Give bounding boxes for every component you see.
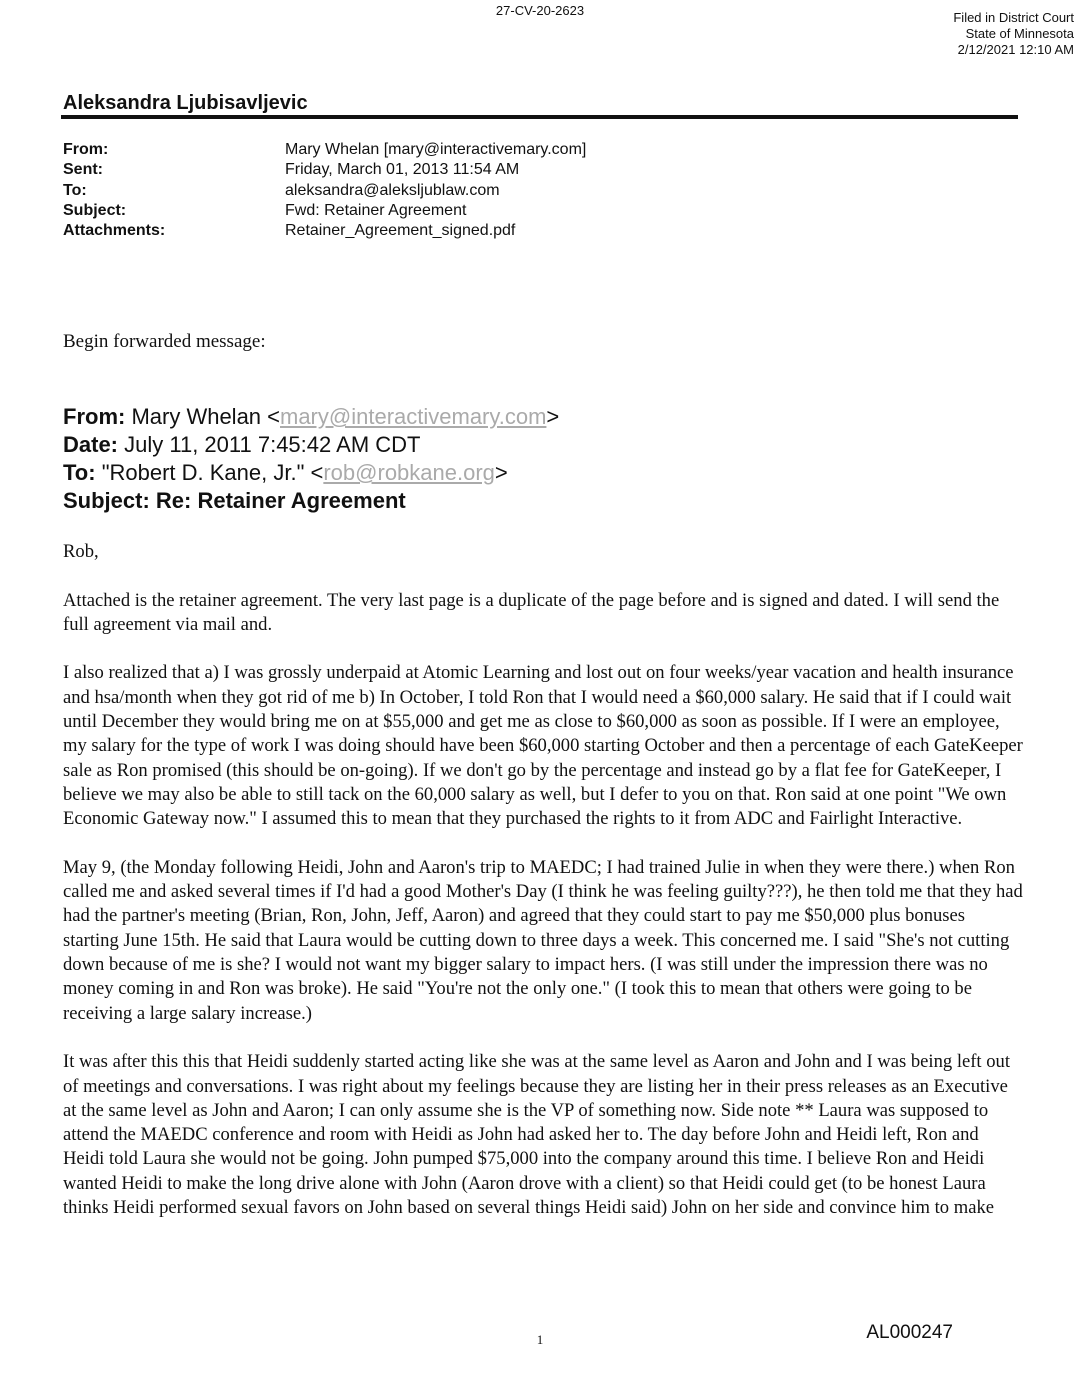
- greeting: Rob,: [63, 541, 99, 562]
- fwd-to-close: >: [494, 460, 508, 485]
- body-paragraph-4: It was after this this that Heidi suddenly started acting like she was at the same level as Aaron and John and I was being left out of meetings and conversations. I was right about my feelings because they are listing her in their press releases as an Executive at the same level as John and Aaron; I can only assume she is the VP of something now. Side note ** Laura was supposed to attend the MAEDC conference and room with Heidi as John had asked her to. The day before John and Heidi left, Ron and Heidi told Laura she would not be going. John pumped $75,000 into the company around this time. I believe Ron and Heidi wanted Heidi to make the long drive alone with John (Aaron drove with a client) so that Heidi could get (to be honest Laura thinks Heidi performed sexual favors on John based on several things Heidi said) John on her side and convince him to make: [63, 1051, 1011, 1219]
- header-row-sent: [63, 160, 586, 180]
- filed-line-state: State of Minnesota: [965, 26, 1074, 41]
- attachments-label: Attachments:: [63, 222, 166, 240]
- bates-number: AL000247: [866, 1322, 953, 1343]
- filed-line-court: Filed in District Court: [953, 10, 1074, 25]
- fwd-to-name: "Robert D. Kane, Jr." <: [95, 460, 324, 485]
- header-row-subject: [63, 201, 586, 221]
- fwd-from-label: From:: [63, 404, 126, 429]
- body-paragraph-1: Attached is the retainer agreement. The very last page is a duplicate of the page before and is signed and dated. I will send the full agreement via mail and.: [63, 589, 1000, 635]
- fwd-date-label: Date:: [63, 432, 119, 457]
- attachments-value: Retainer_Agreement_signed.pdf: [285, 222, 516, 240]
- sent-value: Friday, March 01, 2013 11:54 AM: [285, 161, 520, 179]
- fwd-date-value: July 11, 2011 7:45:42 AM CDT: [118, 432, 421, 457]
- forwarded-header: [63, 403, 559, 515]
- to-value: aleksandra@aleksljublaw.com: [285, 181, 500, 199]
- sent-label: Sent:: [63, 161, 103, 179]
- body-paragraph-3: May 9, (the Monday following Heidi, John and Aaron's trip to MAEDC; I had trained Julie in when they were there.) when Ron called me and asked several times if I'd had a good Mother's Day (I think he was feeling guilty???), he then told me that they had had the partner's meeting (Brian, Ron, John, Jeff, Aaron) and agreed that they could start to pay me $50,000 plus bonuses starting June 15th. He said that Laura would be cutting down to three days a week. This concerned me. I said "She's not cutting down because of me is she? I would not want my bigger salary to impact hers. (I was still under the impression there was no money coming in and Ron was broke). He said "You're not the only one." (I took this to mean that others were going to be receiving a large salary increase.): [63, 856, 1023, 1024]
- fwd-to-line: [63, 459, 559, 487]
- header-row-attachments: [63, 221, 586, 241]
- header-rule: [61, 115, 1018, 119]
- from-label: From:: [63, 141, 109, 158]
- from-value: Mary Whelan [mary@interactivemary.com]: [285, 141, 587, 158]
- page-number-text: 1: [536, 1332, 544, 1347]
- body-paragraph-2: I also realized that a) I was grossly underpaid at Atomic Learning and lost out on four weeks/year vacation and health insurance and hsa/month when they got rid of me b) In October, I told Ron that I would need a $60,000 salary. He said that if I could wait until December they would bring me on at $55,000 and get me as close to $60,000 as soon as possible. If I were an employee, my salary for the type of work I was doing should have been $60,000 starting October and then a percentage of each GateKeeper sale as Ron promised (this should be on-going). If we don't go by the percentage and instead go by a flat fee for GateKeeper, I believe we may also be able to still tack on the 60,000 salary as well, but I defer to you on that. Ron said at one point "We own Economic Gateway now." I assumed this to mean that they purchased the rights to it from ADC and Fairlight Interactive.: [63, 662, 1023, 830]
- header-row-to: [63, 181, 586, 201]
- case-number: 27-CV-20-2623: [495, 3, 585, 18]
- email-header-table: [63, 140, 586, 241]
- fwd-from-email-link[interactable]: mary@interactivemary.com: [280, 404, 547, 429]
- fwd-subject-line: Subject: Re: Retainer Agreement: [63, 488, 406, 513]
- filed-line-datetime: 2/12/2021 12:10 AM: [957, 42, 1074, 57]
- begin-forwarded-message: Begin forwarded message:: [63, 331, 266, 352]
- fwd-from-close: >: [546, 404, 560, 429]
- subject-label: Subject:: [63, 201, 127, 219]
- fwd-to-email-link[interactable]: rob@robkane.org: [323, 460, 495, 485]
- fwd-from-line: [63, 403, 559, 431]
- subject-value: Fwd: Retainer Agreement: [285, 201, 467, 219]
- fwd-to-label: To:: [63, 460, 96, 485]
- to-label: To:: [63, 181, 87, 199]
- fwd-date-line: [63, 431, 559, 459]
- header-row-from: [63, 140, 586, 160]
- message-body: [63, 540, 1023, 1245]
- fwd-from-name: Mary Whelan <: [125, 404, 280, 429]
- filed-stamp: [953, 10, 1074, 58]
- mailbox-owner: Aleksandra Ljubisavljevic: [63, 92, 308, 114]
